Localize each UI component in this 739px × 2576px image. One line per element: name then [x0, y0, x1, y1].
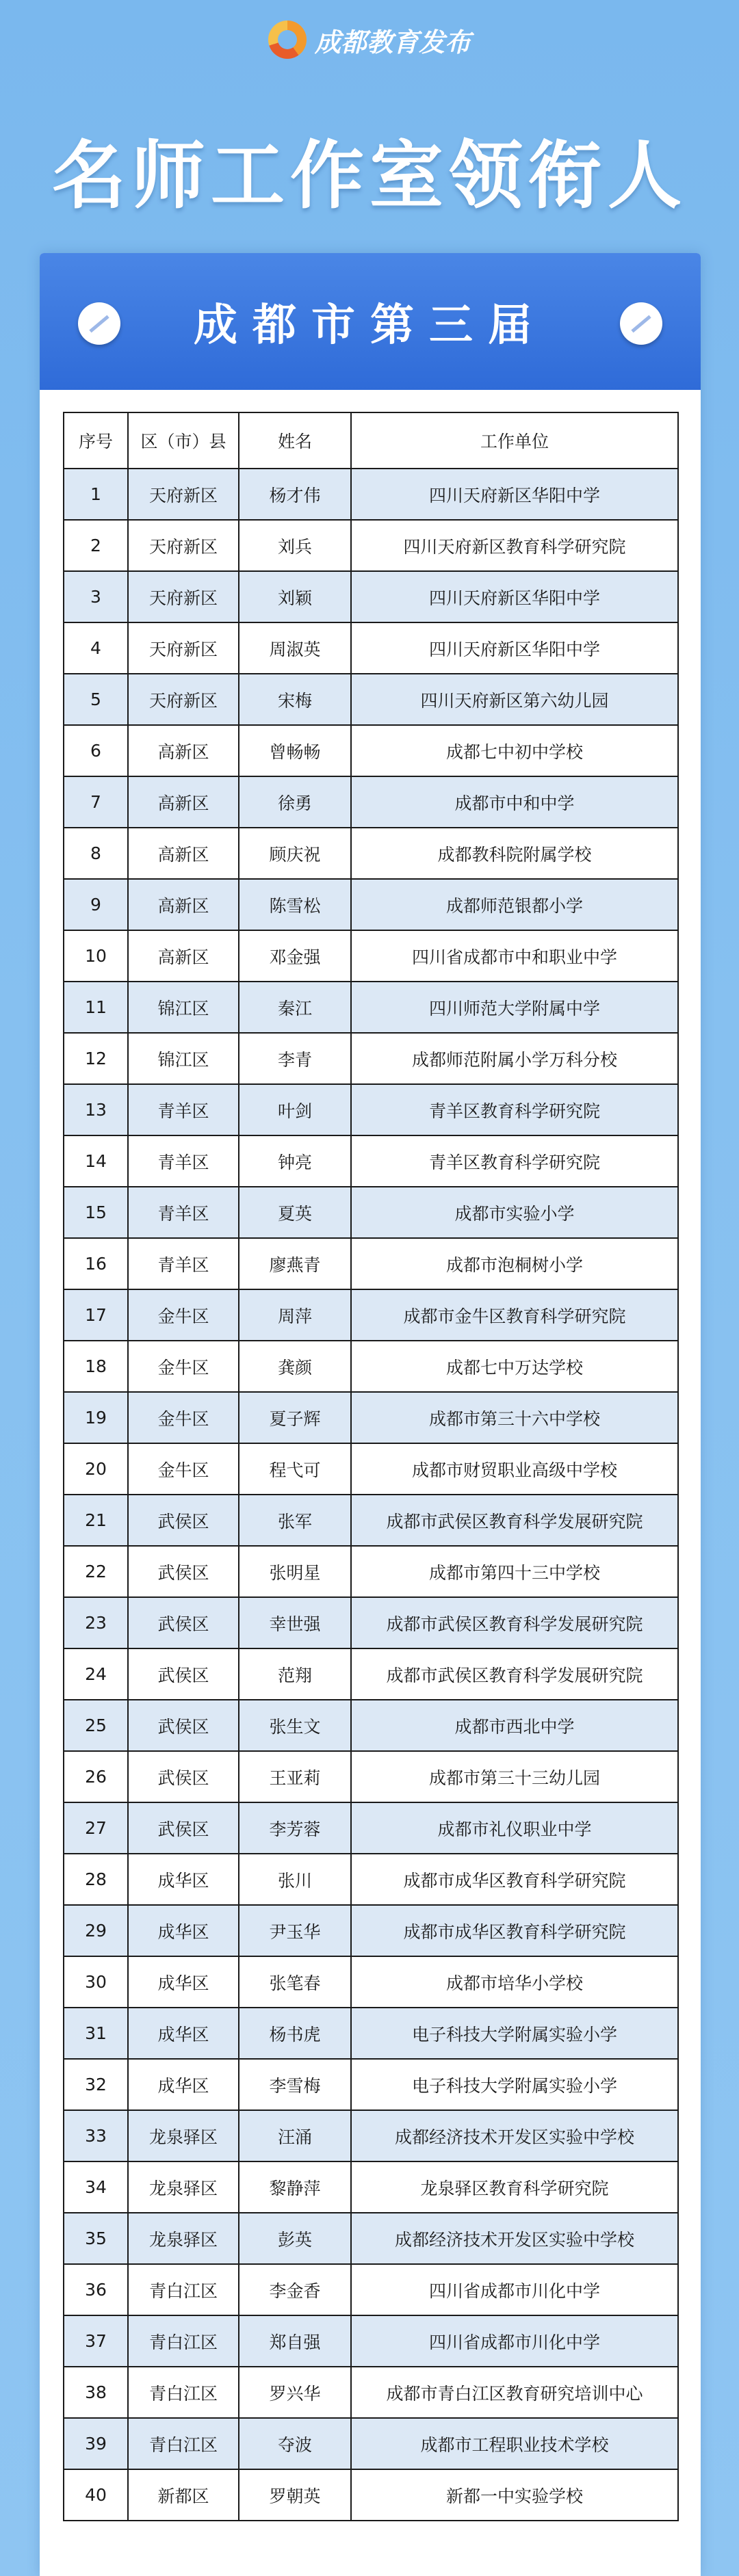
table-row	[64, 1700, 678, 1751]
cell-workplace: 成都市礼仪职业中学	[351, 1802, 678, 1854]
cell-index: 33	[64, 2110, 128, 2161]
cell-name: 杨书虎	[239, 2008, 351, 2059]
table-row	[64, 1443, 678, 1495]
table-row	[64, 1392, 678, 1443]
roster-table	[63, 412, 679, 2521]
cell-district: 锦江区	[128, 1033, 239, 1084]
cell-district: 天府新区	[128, 674, 239, 725]
cell-district: 青羊区	[128, 1187, 239, 1238]
cell-district: 武侯区	[128, 1648, 239, 1700]
cell-name: 幸世强	[239, 1597, 351, 1648]
cell-district: 龙泉驿区	[128, 2110, 239, 2161]
cell-index: 6	[64, 725, 128, 776]
cell-workplace: 成都市第三十三幼儿园	[351, 1751, 678, 1802]
cell-index: 10	[64, 930, 128, 982]
cell-workplace: 成都市成华区教育科学研究院	[351, 1905, 678, 1956]
cell-name: 张军	[239, 1495, 351, 1546]
cell-district: 高新区	[128, 725, 239, 776]
cell-district: 武侯区	[128, 1597, 239, 1648]
cell-workplace: 电子科技大学附属实验小学	[351, 2008, 678, 2059]
cell-workplace: 成都市第三十六中学校	[351, 1392, 678, 1443]
table-row	[64, 1084, 678, 1135]
header-workplace: 工作单位	[351, 412, 678, 469]
cell-index: 18	[64, 1341, 128, 1392]
cell-index: 31	[64, 2008, 128, 2059]
table-row	[64, 879, 678, 930]
cell-name: 夺波	[239, 2418, 351, 2469]
pill-icon	[78, 302, 120, 345]
cell-district: 高新区	[128, 879, 239, 930]
cell-workplace: 四川师范大学附属中学	[351, 982, 678, 1033]
cell-district: 青白江区	[128, 2315, 239, 2367]
table-row	[64, 1289, 678, 1341]
cell-workplace: 新都一中实验学校	[351, 2469, 678, 2521]
cell-workplace: 四川省成都市川化中学	[351, 2264, 678, 2315]
table-row	[64, 2008, 678, 2059]
cell-name: 夏英	[239, 1187, 351, 1238]
cell-district: 青羊区	[128, 1135, 239, 1187]
table-row	[64, 1238, 678, 1289]
table-row	[64, 1854, 678, 1905]
table-row	[64, 520, 678, 571]
cell-district: 青羊区	[128, 1084, 239, 1135]
cell-district: 金牛区	[128, 1392, 239, 1443]
cell-index: 23	[64, 1597, 128, 1648]
cell-index: 21	[64, 1495, 128, 1546]
table-row	[64, 1648, 678, 1700]
cell-name: 周萍	[239, 1289, 351, 1341]
cell-workplace: 四川天府新区教育科学研究院	[351, 520, 678, 571]
cell-workplace: 成都师范银都小学	[351, 879, 678, 930]
header-name: 姓名	[239, 412, 351, 469]
cell-workplace: 成都七中初中学校	[351, 725, 678, 776]
cell-district: 青白江区	[128, 2367, 239, 2418]
cell-name: 李芳蓉	[239, 1802, 351, 1854]
table-row	[64, 776, 678, 828]
table-row	[64, 1033, 678, 1084]
cell-workplace: 成都师范附属小学万科分校	[351, 1033, 678, 1084]
cell-index: 19	[64, 1392, 128, 1443]
table-row	[64, 2469, 678, 2521]
table-row	[64, 1751, 678, 1802]
table-row	[64, 725, 678, 776]
cell-district: 天府新区	[128, 520, 239, 571]
cell-workplace: 龙泉驿区教育科学研究院	[351, 2161, 678, 2213]
table-row	[64, 1905, 678, 1956]
cell-district: 新都区	[128, 2469, 239, 2521]
table-row	[64, 982, 678, 1033]
cell-district: 成华区	[128, 1905, 239, 1956]
cell-name: 刘兵	[239, 520, 351, 571]
table-row	[64, 1187, 678, 1238]
cell-district: 天府新区	[128, 469, 239, 520]
cell-index: 28	[64, 1854, 128, 1905]
page-title: 名师工作室领衔人	[51, 133, 687, 219]
cell-workplace: 成都市第四十三中学校	[351, 1546, 678, 1597]
cell-name: 徐勇	[239, 776, 351, 828]
table-row	[64, 2110, 678, 2161]
table-row	[64, 674, 678, 725]
cell-workplace: 成都市青白江区教育研究培训中心	[351, 2367, 678, 2418]
cell-workplace: 成都七中万达学校	[351, 1341, 678, 1392]
cell-workplace: 成都市培华小学校	[351, 1956, 678, 2008]
cell-index: 20	[64, 1443, 128, 1495]
cell-workplace: 成都教科院附属学校	[351, 828, 678, 879]
cell-workplace: 四川天府新区华阳中学	[351, 622, 678, 674]
cell-district: 高新区	[128, 828, 239, 879]
cell-index: 25	[64, 1700, 128, 1751]
card-title: 成都市第三届	[194, 300, 547, 351]
cell-name: 曾畅畅	[239, 725, 351, 776]
chengdu-education-logo-icon	[268, 21, 307, 59]
cell-name: 郑自强	[239, 2315, 351, 2367]
cell-workplace: 成都市武侯区教育科学发展研究院	[351, 1648, 678, 1700]
cell-index: 5	[64, 674, 128, 725]
cell-index: 24	[64, 1648, 128, 1700]
cell-name: 张川	[239, 1854, 351, 1905]
cell-name: 尹玉华	[239, 1905, 351, 1956]
cell-index: 1	[64, 469, 128, 520]
roster-card	[40, 253, 701, 2576]
table-row	[64, 571, 678, 622]
cell-district: 成华区	[128, 1956, 239, 2008]
cell-district: 高新区	[128, 776, 239, 828]
cell-district: 金牛区	[128, 1341, 239, 1392]
cell-workplace: 成都市成华区教育科学研究院	[351, 1854, 678, 1905]
cell-workplace: 四川省成都市中和职业中学	[351, 930, 678, 982]
cell-district: 金牛区	[128, 1443, 239, 1495]
cell-index: 30	[64, 1956, 128, 2008]
cell-name: 李青	[239, 1033, 351, 1084]
header-district: 区（市）县	[128, 412, 239, 469]
cell-index: 36	[64, 2264, 128, 2315]
cell-index: 13	[64, 1084, 128, 1135]
table-row	[64, 828, 678, 879]
table-row	[64, 1956, 678, 2008]
cell-index: 4	[64, 622, 128, 674]
cell-workplace: 电子科技大学附属实验小学	[351, 2059, 678, 2110]
cell-index: 35	[64, 2213, 128, 2264]
cell-district: 龙泉驿区	[128, 2161, 239, 2213]
table-row	[64, 930, 678, 982]
cell-district: 龙泉驿区	[128, 2213, 239, 2264]
table-row	[64, 2367, 678, 2418]
cell-index: 17	[64, 1289, 128, 1341]
cell-district: 青白江区	[128, 2264, 239, 2315]
cell-workplace: 成都市工程职业技术学校	[351, 2418, 678, 2469]
cell-district: 金牛区	[128, 1289, 239, 1341]
cell-name: 陈雪松	[239, 879, 351, 930]
cell-name: 李金香	[239, 2264, 351, 2315]
cell-district: 武侯区	[128, 1700, 239, 1751]
cell-index: 14	[64, 1135, 128, 1187]
cell-index: 3	[64, 571, 128, 622]
cell-district: 武侯区	[128, 1546, 239, 1597]
cell-name: 廖燕青	[239, 1238, 351, 1289]
cell-district: 天府新区	[128, 571, 239, 622]
cell-name: 秦江	[239, 982, 351, 1033]
cell-name: 张明星	[239, 1546, 351, 1597]
cell-district: 武侯区	[128, 1802, 239, 1854]
cell-name: 龚颜	[239, 1341, 351, 1392]
cell-workplace: 成都市武侯区教育科学发展研究院	[351, 1495, 678, 1546]
header-index: 序号	[64, 412, 128, 469]
cell-name: 罗朝英	[239, 2469, 351, 2521]
table-header-row	[64, 412, 678, 469]
cell-district: 成华区	[128, 1854, 239, 1905]
cell-workplace: 成都市金牛区教育科学研究院	[351, 1289, 678, 1341]
cell-district: 青白江区	[128, 2418, 239, 2469]
cell-index: 39	[64, 2418, 128, 2469]
cell-name: 张生文	[239, 1700, 351, 1751]
cell-index: 29	[64, 1905, 128, 1956]
cell-workplace: 成都市泡桐树小学	[351, 1238, 678, 1289]
cell-index: 15	[64, 1187, 128, 1238]
table-row	[64, 622, 678, 674]
cell-name: 汪涌	[239, 2110, 351, 2161]
cell-index: 2	[64, 520, 128, 571]
cell-district: 武侯区	[128, 1751, 239, 1802]
cell-name: 邓金强	[239, 930, 351, 982]
table-row	[64, 2059, 678, 2110]
cell-name: 周淑英	[239, 622, 351, 674]
cell-name: 程弋可	[239, 1443, 351, 1495]
cell-index: 32	[64, 2059, 128, 2110]
cell-workplace: 四川天府新区华阳中学	[351, 571, 678, 622]
cell-workplace: 四川省成都市川化中学	[351, 2315, 678, 2367]
table-row	[64, 469, 678, 520]
cell-workplace: 成都市西北中学	[351, 1700, 678, 1751]
brand-header	[0, 21, 739, 59]
cell-index: 22	[64, 1546, 128, 1597]
table-row	[64, 2161, 678, 2213]
pill-icon	[620, 302, 662, 345]
cell-index: 27	[64, 1802, 128, 1854]
card-header	[40, 253, 701, 390]
cell-index: 37	[64, 2315, 128, 2367]
cell-index: 7	[64, 776, 128, 828]
cell-name: 彭英	[239, 2213, 351, 2264]
cell-index: 40	[64, 2469, 128, 2521]
cell-index: 38	[64, 2367, 128, 2418]
cell-name: 钟亮	[239, 1135, 351, 1187]
cell-workplace: 成都市武侯区教育科学发展研究院	[351, 1597, 678, 1648]
cell-index: 9	[64, 879, 128, 930]
cell-workplace: 成都市财贸职业高级中学校	[351, 1443, 678, 1495]
cell-index: 11	[64, 982, 128, 1033]
cell-name: 夏子辉	[239, 1392, 351, 1443]
cell-workplace: 成都市中和中学	[351, 776, 678, 828]
cell-index: 8	[64, 828, 128, 879]
table-row	[64, 1341, 678, 1392]
cell-name: 黎静萍	[239, 2161, 351, 2213]
cell-workplace: 青羊区教育科学研究院	[351, 1135, 678, 1187]
cell-workplace: 青羊区教育科学研究院	[351, 1084, 678, 1135]
cell-district: 天府新区	[128, 622, 239, 674]
cell-district: 武侯区	[128, 1495, 239, 1546]
cell-district: 成华区	[128, 2059, 239, 2110]
table-row	[64, 1495, 678, 1546]
table-row	[64, 1135, 678, 1187]
cell-name: 杨才伟	[239, 469, 351, 520]
cell-workplace: 成都经济技术开发区实验中学校	[351, 2110, 678, 2161]
cell-index: 16	[64, 1238, 128, 1289]
table-row	[64, 1597, 678, 1648]
cell-name: 李雪梅	[239, 2059, 351, 2110]
cell-name: 王亚莉	[239, 1751, 351, 1802]
cell-index: 34	[64, 2161, 128, 2213]
table-row	[64, 2264, 678, 2315]
table-row	[64, 1546, 678, 1597]
cell-name: 刘颖	[239, 571, 351, 622]
table-row	[64, 2315, 678, 2367]
cell-workplace: 成都市实验小学	[351, 1187, 678, 1238]
cell-workplace: 成都经济技术开发区实验中学校	[351, 2213, 678, 2264]
cell-name: 张笔春	[239, 1956, 351, 2008]
cell-index: 12	[64, 1033, 128, 1084]
cell-district: 青羊区	[128, 1238, 239, 1289]
cell-district: 成华区	[128, 2008, 239, 2059]
cell-name: 宋梅	[239, 674, 351, 725]
cell-name: 罗兴华	[239, 2367, 351, 2418]
cell-district: 高新区	[128, 930, 239, 982]
cell-name: 顾庆祝	[239, 828, 351, 879]
table-row	[64, 1802, 678, 1854]
cell-index: 26	[64, 1751, 128, 1802]
cell-workplace: 四川天府新区华阳中学	[351, 469, 678, 520]
cell-district: 锦江区	[128, 982, 239, 1033]
cell-workplace: 四川天府新区第六幼儿园	[351, 674, 678, 725]
cell-name: 范翔	[239, 1648, 351, 1700]
cell-name: 叶剑	[239, 1084, 351, 1135]
table-row	[64, 2213, 678, 2264]
table-row	[64, 2418, 678, 2469]
brand-name: 成都教育发布	[314, 27, 471, 57]
